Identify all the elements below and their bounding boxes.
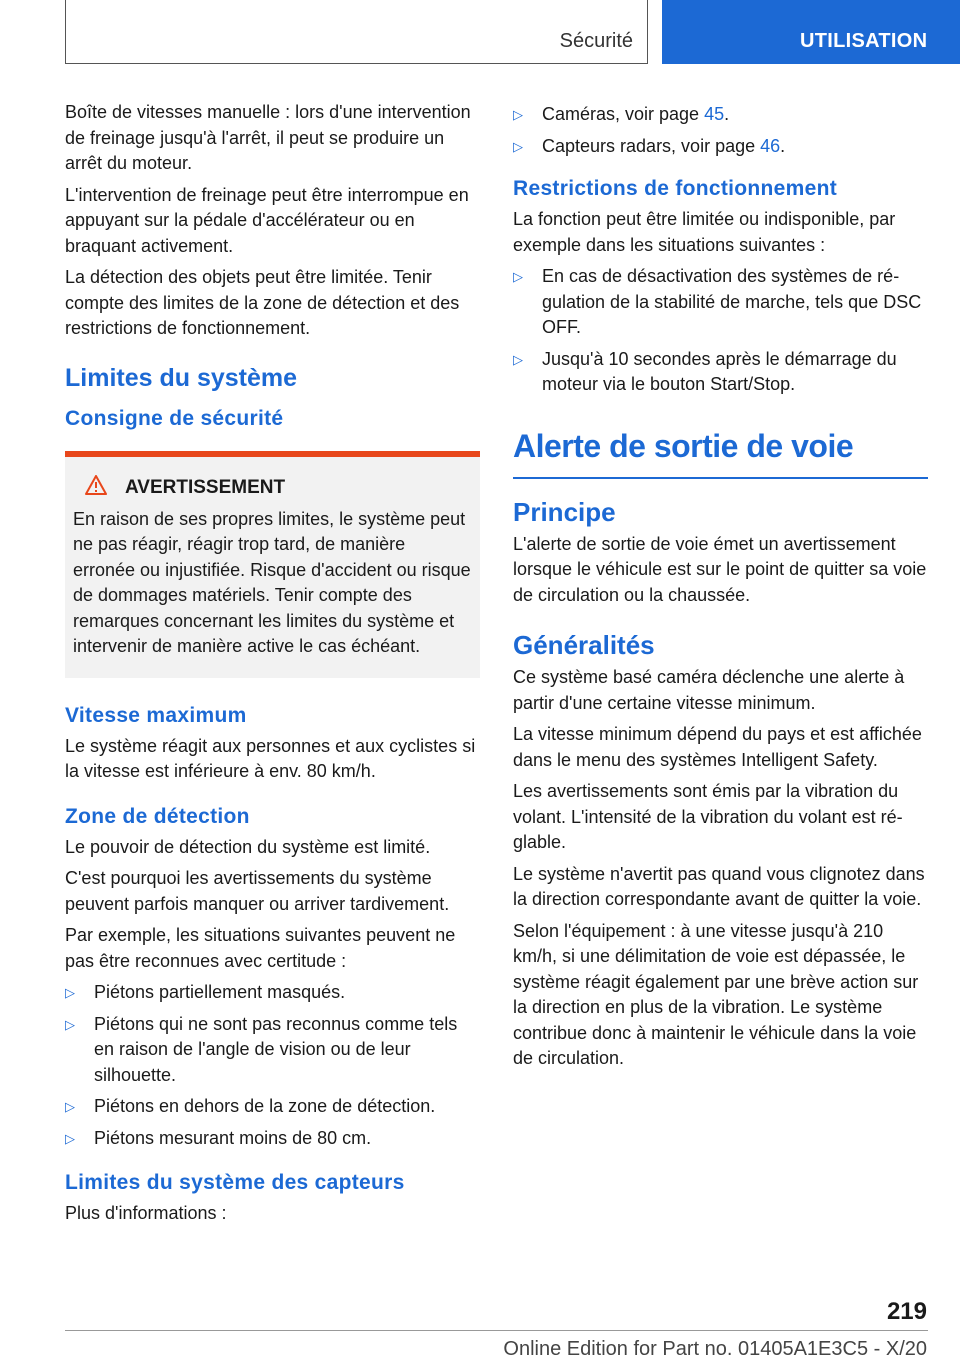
list-item: ▷ En cas de désactivation des systèmes de régulation de la stabilité de marche, tels que DSC OFF. (513, 266, 922, 337)
triangle-right-icon: ▷ (513, 138, 523, 154)
list-item: ▷ Jusqu'à 10 secondes après le démarrage du moteur via le bouton Start/Stop. (513, 348, 897, 394)
restriction-list (513, 264, 928, 398)
triangle-right-icon: ▷ (65, 1099, 75, 1114)
heading-speed: Vitesse maximum (65, 703, 247, 727)
warning-triangle-icon (85, 475, 125, 501)
paragraph: Par exemple, les situations suivantes peuvent ne pas être reconnues avec certitude : (65, 925, 456, 971)
left-column (65, 100, 480, 1233)
triangle-right-icon: ▷ (513, 269, 523, 284)
heading-sensors: Limites du système des capteurs (65, 1171, 405, 1194)
list-item: ▷ Piétons mesurant moins de 80 cm. (65, 1126, 480, 1152)
heading-general: Généralités (513, 630, 655, 660)
paragraph: Ce système basé caméra déclenche une alerte à partir d'une certaine vitesse minimum. (513, 667, 905, 713)
triangle-right-icon: ▷ (65, 1130, 75, 1146)
header-section-title: Sécurité (559, 30, 633, 52)
warning-text: En raison de ses propres limites, le système peut ne pas réagir, réagir trop tard, de manière erronée ou injustifiée. Risque d'accident ou risque de dommages matériels. Tenir compte des remarques concernant les limites du système et intervenir de manière active le cas échéant. (73, 508, 471, 656)
paragraph: Selon l'équipement : à une vitesse jusqu'à 210 km/h, si une délimitation de voie est dépassée, le système réagit également par une brève action sur la direction en plus de la vibration. Le système contribue donc à maintenir le véhicule dans la voie de circulation. (513, 920, 919, 1068)
footer-edition: Online Edition for Part no. 01405A1E3C5 - X/20 (503, 1338, 927, 1360)
paragraph: Le pouvoir de détection du système est limité. (65, 836, 431, 857)
triangle-right-icon: ▷ (65, 985, 75, 1000)
warning-title-text: AVERTISSEMENT (125, 476, 286, 498)
paragraph: Plus d'informations : (65, 1203, 227, 1223)
footer-divider (65, 1330, 928, 1331)
paragraph: La fonction peut être limitée ou indisponible, par exemple dans les situations suivantes : (513, 209, 896, 255)
zone-list (65, 980, 480, 1151)
list-item: ▷ Piétons qui ne sont pas reconnus comme tels en raison de l'angle de vision ou de leur silhouette. (65, 1013, 458, 1085)
sensor-list (513, 102, 928, 159)
heading-restrictions: Restrictions de fonctionnement (513, 177, 838, 200)
header-chapter-title: UTILISATION (800, 30, 928, 52)
heading-principle: Principe (513, 496, 616, 527)
triangle-right-icon: ▷ (513, 351, 523, 367)
paragraph: Les avertissements sont émis par la vibration du volant. L'intensité de la vibration du volant est réglable. (513, 781, 903, 852)
paragraph: C'est pourquoi les avertissements du système peuvent parfois manquer ou arriver tardivement. (65, 868, 450, 914)
paragraph: L'intervention de freinage peut être interrompue en appuyant sur la pédale d'accélérateur ou en braquant activement. (65, 184, 469, 256)
header-section-tab (65, 0, 648, 64)
paragraph: Le système réagit aux personnes et aux cyclistes si la vitesse est inférieure à env. 80 km/h. (65, 735, 476, 781)
paragraph: Boîte de vitesses manuelle : lors d'une intervention de freinage jusqu'à l'arrêt, il peut se produire un arrêt du moteur. (65, 102, 471, 173)
header-chapter-tab (662, 0, 960, 64)
heading-safety: Consigne de sécurité (65, 406, 284, 430)
warning-box (65, 451, 480, 678)
warning-title (73, 475, 472, 501)
paragraph: Le système n'avertit pas quand vous clignotez dans la direction correspondante avant de quitter la voie. (513, 863, 925, 909)
paragraph: L'alerte de sortie de voie émet un avertissement lorsque le véhicule est sur le point de quitter sa voie de circulation ou la chaussée. (513, 533, 927, 605)
page-link-radar[interactable]: 46 (760, 135, 781, 156)
triangle-right-icon: ▷ (65, 1016, 75, 1032)
heading-zone: Zone de détection (65, 804, 250, 828)
page-link-cameras[interactable]: 45 (704, 104, 725, 124)
page-number: 219 (886, 1298, 927, 1325)
list-item: ▷ Piétons partiellement masqués. (65, 980, 480, 1006)
list-item: ▷ Capteurs radars, voir page 46. (513, 134, 928, 160)
paragraph: La détection des objets peut être limitée. Tenir compte des limites de la zone de détection et des restrictions de fonctionnement. (65, 267, 460, 338)
triangle-right-icon: ▷ (513, 107, 523, 122)
heading-lane-departure: Alerte de sortie de voie (513, 428, 928, 479)
list-item: ▷ Piétons en dehors de la zone de détection. (65, 1094, 480, 1120)
list-item: ▷ Caméras, voir page 45. (513, 102, 928, 128)
paragraph: La vitesse minimum dépend du pays et est affichée dans le menu des systèmes Intelligent Safety. (513, 724, 922, 770)
heading-limits: Limites du système (65, 363, 298, 392)
right-column (513, 100, 928, 1078)
